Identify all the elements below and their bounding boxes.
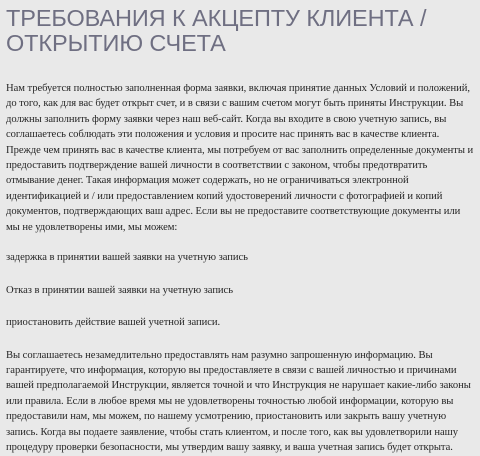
agreement-paragraph: Вы соглашаетесь незамедлительно предоставлять нам разумно запрошенную информацию. Вы гарантируете, что информация, которую вы предоставляете в связи с вашей личностью и причинами вашей предполагаемой Инструкции, является точной и что Инструкция не нарушает какие-либо законы или правила. Если в любое время мы не удовлетворены точностью любой информации, которую вы предоставили нам, мы можем, по нашему усмотрению, приостановить или закрыть вашу учетную запись. Когда вы подаете заявление, чтобы стать клиентом, и после того, как вы удовлетворили нашу процедуру проверки безопасности, мы утвердим вашу заявку, и ваша учетная запись будет открыта. xyxy=(6,349,471,454)
consequence-item-delay: задержка в принятии вашей заявки на учетную запись xyxy=(6,252,248,264)
paragraph-spacer xyxy=(6,235,476,250)
document-body xyxy=(6,81,476,456)
intro-paragraph: Нам требуется полностью заполненная форма заявки, включая принятие данных Условий и положений, до того, как для вас будет открыт счет, и в связи с вашим счетом могут быть приняты Инструкции. Вы должны заполнить форму заявки через наш веб-сайт. Когда вы входите в свою учетную запись, вы соглашаетесь соблюдать эти положения и условия и просите нас принять вас в качестве клиента. Прежде чем принять вас в качестве клиента, мы потребуем от вас заполнить определенные документы и предоставить подтверждение вашей личности в соответствии с законом, чтобы предотвратить отмывание денег. Такая информация может содержать, но не ограничиваться электронной идентификацией и / или предоставлением копий удостоверений личности с фотографией и копий документов, подтверждающих ваш адрес. Если вы не предоставите соответствующие документы или мы не удовлетворены ими, мы можем: xyxy=(6,83,474,233)
page-title: ТРЕБОВАНИЯ К АКЦЕПТУ КЛИЕНТА / ОТКРЫТИЮ СЧЕТА xyxy=(6,5,427,56)
paragraph-spacer xyxy=(6,298,476,315)
paragraph-spacer xyxy=(6,331,476,348)
consequence-item-refusal: Отказ в принятии вашей заявки на учетную запись xyxy=(6,284,233,296)
consequence-item-suspend: приостановить действие вашей учетной записи. xyxy=(6,317,221,329)
paragraph-spacer xyxy=(6,266,476,283)
